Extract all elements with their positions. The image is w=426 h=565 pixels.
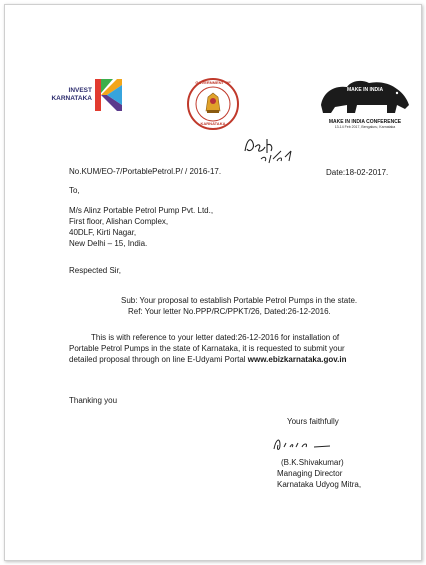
address-line-4: New Delhi – 15, India. [69,239,148,248]
signatory-organization: Karnataka Udyog Mitra, [277,480,362,489]
body-line-1: This is with reference to your letter dated:26-12-2016 for installation of [91,333,340,342]
government-seal [186,77,240,131]
make-in-india-caption: MAKE IN INDIA CONFERENCE [328,119,402,125]
signature [270,433,360,455]
address-line-2: First floor, Alishan Complex, [69,217,169,226]
to-label: To, [69,186,80,195]
address-line-1: M/s Alinz Portable Petrol Pump Pvt. Ltd., [69,206,214,215]
salutation: Respected Sir, [69,266,122,275]
subject-line: Sub: Your proposal to establish Portable Petrol Pumps in the state. [121,296,358,305]
body-line-3-text: detailed proposal through on line E-Udyami Portal [69,355,248,364]
invest-karnataka-k-mark [93,77,123,113]
letter-date: Date:18-02-2017. [326,168,389,177]
signatory-title: Managing Director [277,469,343,478]
address-line-3: 40DLF, Kirti Nagar, [69,228,137,237]
invest-karnataka-line2: KARNATAKA [51,95,92,102]
invest-karnataka-line1: INVEST [68,87,92,94]
document-page [4,4,422,561]
make-in-india-logo-text: MAKE IN INDIA [347,87,384,93]
seal-top-text: GOVERNMENT OF [195,80,231,85]
make-in-india-subcaption: 13-14 Feb 2017, Bengaluru, Karnataka [334,125,396,129]
seal-bottom-text: KARNATAKA [200,121,226,126]
invest-karnataka-logo [35,77,130,117]
reference-line: Ref: Your letter No.PPP/RC/PPKT/26, Dated:26-12-2016. [128,307,331,316]
body-line-3 [69,355,346,365]
handwritten-receipt-note [241,129,301,165]
portal-url: www.ebizkarnataka.gov.in [247,355,347,364]
body-line-2: Portable Petrol Pumps in the state of Karnataka, it is requested to submit your [69,344,345,353]
closing-line: Yours faithfully [287,417,339,426]
lion-icon [317,75,413,115]
make-in-india-logo [317,75,413,135]
reference-number: No.KUM/EO-7/PortablePetrol.P/ / 2016-17. [69,167,222,176]
thanking-line: Thanking you [69,396,118,405]
signatory-name: (B.K.Shivakumar) [281,458,344,467]
